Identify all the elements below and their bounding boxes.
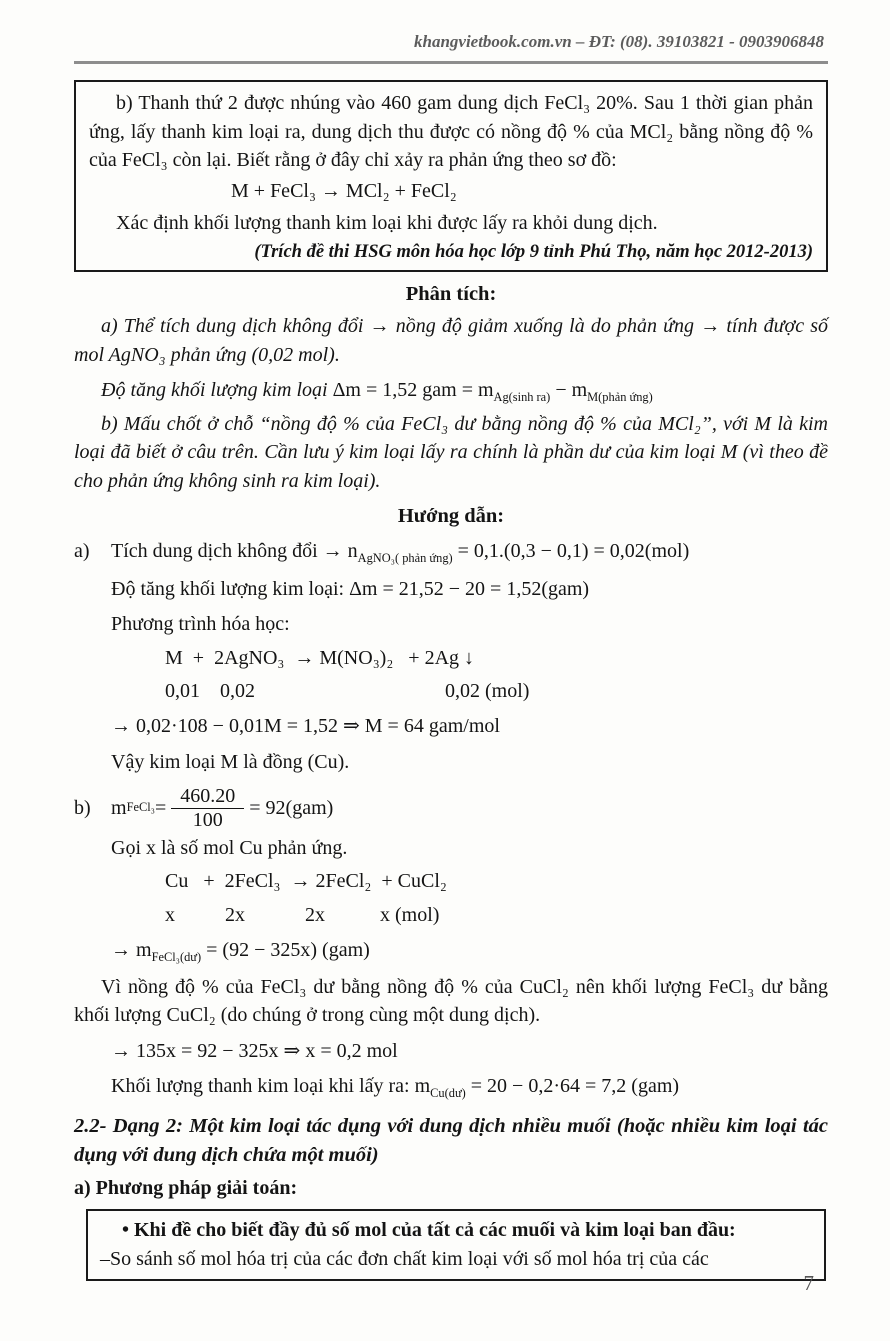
final-prefix: Khối lượng thanh kim loại khi lấy ra: <box>111 1075 415 1098</box>
header-divider <box>74 61 828 64</box>
method-label: a) Phương pháp giải toán: <box>74 1176 298 1199</box>
final-var: m <box>414 1075 431 1098</box>
solution-b-line2: → 135x = 92 − 325x ⇒ x = 0,2 mol <box>111 1039 398 1062</box>
problem-equation: M + FeCl₃ → MCl₂ + FeCl₂ <box>231 180 457 203</box>
mass-rest: = 92(gam) <box>249 796 334 819</box>
reaction-equation-b: Cu + 2FeCl₃ → 2FeCl₂ + CuCl₂ <box>165 870 447 893</box>
final-answer-line <box>111 1072 828 1103</box>
solution-heading: Hướng dẫn: <box>397 505 505 528</box>
delta-sub-m: M(phản ứng) <box>587 390 653 405</box>
solution-a-line3: Phương trình hóa học: <box>111 613 290 636</box>
final-sub: Cu(dư) <box>430 1086 466 1101</box>
problem-statement: b) Thanh thứ 2 được nhúng vào 460 gam dung dịch FeCl₃ 20%. Sau 1 thời gian phản ứng, lấy thanh kim loại ra, dung dịch thu được có nồng độ % của MCl₂ bằng nồng độ % của FeCl₃ còn lại. Biết rằng ở đây chỉ xảy ra phản ứng theo sơ đồ: <box>89 92 813 171</box>
method-bullet: • Khi đề cho biết đầy đủ số mol của tất cả các muối và kim loại ban đầu: <box>122 1219 736 1242</box>
solution-a-line4: → 0,02·108 − 0,01M = 1,52 ⇒ M = 64 gam/mol <box>111 715 500 738</box>
a-line1-rest: = 0,1.(0,3 − 0,1) = 0,02(mol) <box>452 540 690 563</box>
solution-a-line2: Độ tăng khối lượng kim loại: Δm = 21,52 − 20 = 1,52(gam) <box>111 577 590 600</box>
solution-b-line1: Gọi x là số mol Cu phản ứng. <box>111 837 348 860</box>
analysis-para-a: a) Thể tích dung dịch không đổi → nồng độ giảm xuống là do phản ứng → tính được số mol AgNO₃ phản ứng (0,02 mol). <box>74 315 828 366</box>
mole-row-a: 0,01 0,02 0,02 (mol) <box>165 679 530 702</box>
problem-task: Xác định khối lượng thanh kim loại khi được lấy ra khỏi dung dịch. <box>116 211 658 234</box>
delta-formula: Δm = 1,52 gam = m <box>332 379 494 402</box>
reaction-equation-a: M + 2AgNO₃ → M(NO₃)₂ + 2Ag ↓ <box>165 646 475 669</box>
du-sub: FeCl₃(dư) <box>151 950 202 965</box>
delta-formula-2: − m <box>550 379 588 402</box>
delta-sub-ag: Ag(sinh ra) <box>493 390 551 405</box>
section-2-2-heading: 2.2- Dạng 2: Một kim loại tác dụng với dung dịch nhiều muối (hoặc nhiều kim loại tác dụng với dung dịch chứa một muối) <box>74 1114 828 1166</box>
problem-box <box>74 80 828 272</box>
method-continuation: –So sánh số mol hóa trị của các đơn chất kim loại với số mol hóa trị của các <box>100 1247 709 1270</box>
solution-part-b <box>74 782 828 1103</box>
a-line1-text: Tích dung dịch không đổi → n <box>111 540 358 563</box>
problem-source: (Trích đề thi HSG môn hóa học lớp 9 tỉnh Phú Thọ, năm học 2012-2013) <box>254 242 813 263</box>
fraction <box>171 785 244 832</box>
mass-equals: = <box>154 796 167 819</box>
fecl3-remaining-line <box>111 936 828 967</box>
method-box <box>86 1209 826 1281</box>
mass-fecl3-line <box>111 782 828 834</box>
analysis-delta-line <box>74 376 828 407</box>
solution-b-label: b) <box>74 797 91 820</box>
a-line1-sub: AgNO₃( phản ứng) <box>357 551 453 566</box>
solution-a-label: a) <box>74 540 90 563</box>
du-rest: = (92 − 325x) (gam) <box>201 939 370 962</box>
analysis-para-b: b) Mấu chốt ở chỗ “nồng độ % của FeCl₃ dư bằng nồng độ % của MCl₂”, với M là kim loại đã biết ở câu trên. Cần lưu ý kim loại lấy ra chính là phần dư của kim loại M (vì theo đề cho phản ứng không sinh ra kim loại). <box>74 412 828 492</box>
du-var: m <box>136 939 152 962</box>
header-site-info: khangvietbook.com.vn – ĐT: (08). 39103821 - 0903906848 <box>413 32 824 51</box>
mass-sub: FeCl₃ <box>126 800 155 815</box>
delta-prefix: Độ tăng khối lượng kim loại <box>101 379 333 402</box>
final-rest: = 20 − 0,2·64 = 7,2 (gam) <box>465 1075 680 1098</box>
solution-part-a <box>74 537 828 776</box>
mole-row-b: x 2x 2x x (mol) <box>165 903 440 926</box>
solution-a-line1 <box>111 537 828 568</box>
analysis-heading: Phân tích: <box>405 283 497 306</box>
fraction-denominator: 100 <box>192 809 223 832</box>
page-number: 7 <box>803 1271 814 1296</box>
mass-var: m <box>111 796 127 819</box>
solution-a-line5: Vậy kim loại M là đồng (Cu). <box>111 750 350 773</box>
solution-b-para: Vì nồng độ % của FeCl₃ dư bằng nồng độ % của CuCl₂ nên khối lượng FeCl₃ dư bằng khối lượng CuCl₂ (do chúng ở trong cùng một dung dịch). <box>74 975 828 1027</box>
du-arrow: → <box>111 939 136 962</box>
fraction-numerator: 460.20 <box>171 785 244 809</box>
